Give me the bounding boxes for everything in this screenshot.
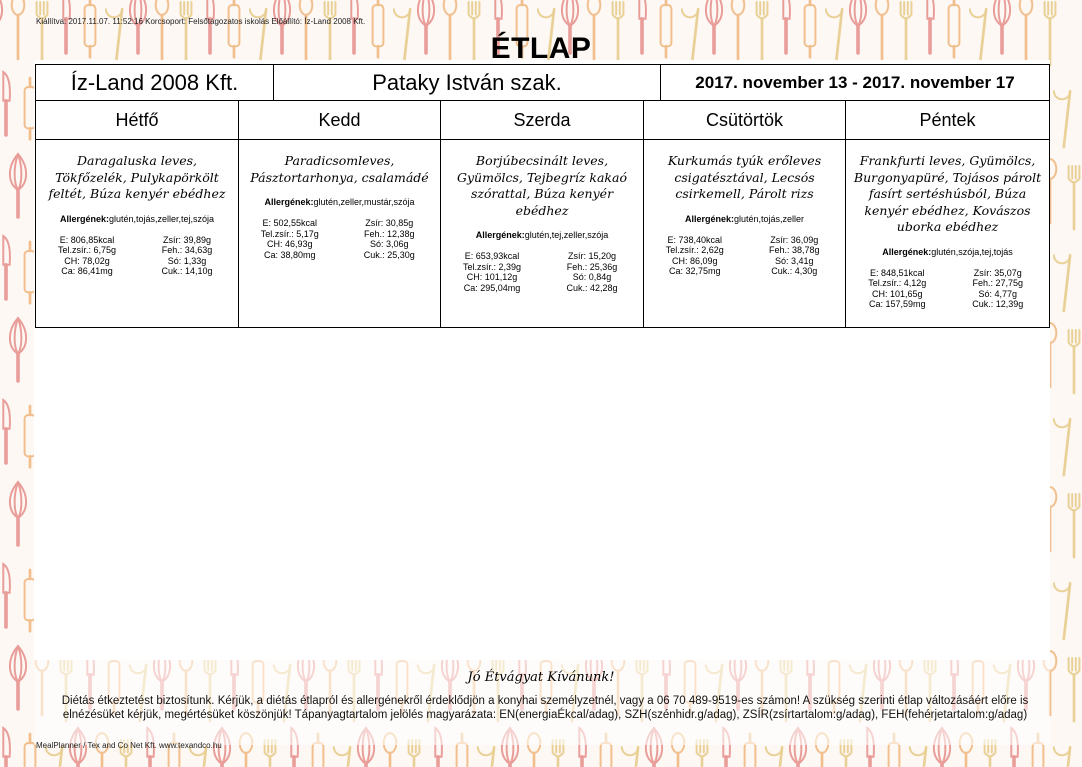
nutrition-value: Feh.: 27,75g: [972, 278, 1024, 288]
issued-line: Kiállítva: 2017.11.07. 11:52:16 Korcsoport: Felsőtagozatos iskolás Előállító: Íz-Land 2008 Kft.: [36, 17, 366, 26]
nutrition-value: Zsír: 36,09g: [770, 234, 819, 245]
nutrition-value: Tel.zsír.: 4,12g: [868, 278, 927, 288]
meal-description: Borjúbecsinált leves, Gyümölcs, Tejbegríz kakaó szórattal, Búza kenyér ebédhez: [457, 153, 627, 218]
day-header: Csütörtök: [644, 101, 846, 140]
nutrition-value: E: 653,93kcal: [464, 251, 520, 261]
allergen-line: [40, 214, 234, 224]
meal-description: Daragaluska leves, Tökfőzelék, Pulykapörkölt feltét, Búza kenyér ebédhez: [48, 153, 226, 201]
nutrition-value: Tel.zsír.: 2,39g: [462, 261, 522, 272]
week-range: 2017. november 13 - 2017. november 17: [661, 65, 1050, 101]
group-name: Pataky István szak.: [274, 65, 661, 101]
nutrition-value: Zsír: 39,89g: [162, 234, 212, 245]
nutrition-value: Ca: 295,04mg: [463, 282, 521, 293]
day-header: Szerda: [441, 101, 644, 140]
allergen-label: Allergének:: [59, 213, 109, 224]
day-menu-cell: [239, 140, 441, 328]
nutrition-value: E: 848,51kcal: [869, 267, 925, 278]
nutrition-value: Ca: 157,59mg: [868, 299, 926, 309]
nutrition-grid: [243, 218, 436, 260]
nutrition-value: Cuk.: 12,39g: [972, 299, 1024, 309]
nutrition-value: Ca: 86,41mg: [61, 266, 113, 276]
allergen-list: glutén,tojás,zeller,tej,szója: [108, 213, 215, 224]
company-name: Íz-Land 2008 Kft.: [36, 65, 274, 101]
allergen-line: [243, 197, 436, 207]
allergen-line: [850, 247, 1045, 257]
nutrition-value: Ca: 38,80mg: [263, 249, 316, 260]
nutrition-value: E: 806,85kcal: [59, 234, 115, 245]
nutrition-value: Cuk.: 4,30g: [771, 266, 818, 276]
allergen-list: glutén,szója,tej,tojás: [931, 246, 1013, 257]
nutrition-value: CH: 86,09g: [671, 255, 718, 266]
nutrition-value: Só: 4,77g: [978, 288, 1018, 299]
nutrition-grid: [40, 235, 234, 277]
nutrition-value: Cuk.: 14,10g: [161, 266, 213, 276]
meal-description: Kurkumás tyúk erőleves csigatésztával, Lecsós csirkemell, Párolt rizs: [667, 153, 822, 201]
nutrition-value: Cuk.: 25,30g: [363, 249, 415, 260]
nutrition-value: CH: 78,02g: [64, 255, 110, 266]
nutrition-value: CH: 101,12g: [466, 272, 518, 282]
allergen-list: glutén,zeller,mustár,szója: [313, 197, 415, 207]
day-header-row: [36, 101, 1050, 140]
nutrition-value: Só: 3,06g: [369, 239, 409, 249]
nutrition-value: E: 502,55kcal: [262, 218, 318, 228]
nutrition-value: Tel.zsír.: 6,75g: [57, 245, 117, 255]
allergen-label: Allergének:: [684, 213, 734, 224]
allergen-line: [648, 214, 841, 224]
allergen-list: glutén,tojás,zeller: [733, 213, 805, 224]
allergen-label: Allergének:: [264, 197, 314, 207]
nutrition-value: Só: 1,33g: [167, 255, 207, 266]
nutrition-value: CH: 101,65g: [871, 288, 923, 299]
day-menu-cell: [36, 140, 239, 328]
day-header: Péntek: [846, 101, 1050, 140]
weekly-menu-table: [35, 100, 1050, 328]
day-header: Hétfő: [36, 101, 239, 140]
nutrition-value: Zsír: 30,85g: [365, 218, 414, 228]
day-menu-row: [36, 140, 1050, 328]
meal-description: Frankfurti leves, Gyümölcs, Burgonyapüré, Tojásos párolt fasírt sertéshúsból, Búza kenyér ebédhez, Kovászos uborka ebédhez: [853, 153, 1042, 234]
diet-notice: Diétás étkeztetést biztosítunk. Kérjük, a diétás étlapról és allergénekről érdeklődjön a konyhai személyzetnél, vagy a 06 70 489-9519-es számon! A szükség szerinti étlap változásáért előre is elnézésüket kérjük, megértésüket köszönjük! Tápanyagtartalom jelölés magyarázata: EN(energiaÉkcal/adag), SZH(szénhidr.g/adag), ZSÍR(zsírtartalom:g/adag), FEH(fehérjetartalom:g/adag): [61, 695, 1029, 721]
nutrition-value: Ca: 32,75mg: [668, 266, 721, 276]
allergen-list: glutén,tej,zeller,szója: [524, 230, 609, 240]
nutrition-grid: [648, 235, 841, 277]
nutrition-value: Tel.zsír.: 2,62g: [665, 245, 724, 255]
software-credit: MealPlanner / Tex and Co Net Kft. www.texandco.hu: [36, 741, 222, 750]
nutrition-value: Feh.: 12,38g: [363, 228, 415, 239]
nutrition-value: Feh.: 25,36g: [566, 261, 618, 272]
day-menu-cell: [846, 140, 1050, 328]
nutrition-value: Cuk.: 42,28g: [566, 282, 618, 293]
nutrition-value: Só: 0,84g: [572, 272, 612, 282]
nutrition-value: Tel.zsír.: 5,17g: [260, 228, 319, 239]
nutrition-value: E: 738,40kcal: [667, 234, 723, 245]
meal-description: Paradicsomleves, Pásztortarhonya, csalamádé: [250, 153, 429, 185]
day-menu-cell: [441, 140, 644, 328]
day-header: Kedd: [239, 101, 441, 140]
nutrition-grid: [850, 268, 1045, 310]
nutrition-value: Feh.: 38,78g: [768, 245, 820, 255]
nutrition-value: Feh.: 34,63g: [161, 245, 213, 255]
nutrition-value: Só: 3,41g: [774, 255, 814, 266]
nutrition-value: Zsír: 15,20g: [567, 251, 617, 261]
bon-appetit: Jó Étvágyat Kívánunk!: [467, 670, 615, 685]
nutrition-value: Zsír: 35,07g: [973, 267, 1022, 278]
allergen-label: Allergének:: [882, 246, 932, 257]
allergen-label: Allergének:: [475, 230, 525, 240]
allergen-line: [445, 230, 639, 240]
menu-header-table: [35, 64, 1050, 101]
nutrition-value: CH: 46,93g: [266, 239, 313, 249]
page-title: ÉTLAP: [490, 32, 592, 65]
nutrition-grid: [445, 251, 639, 293]
day-menu-cell: [644, 140, 846, 328]
